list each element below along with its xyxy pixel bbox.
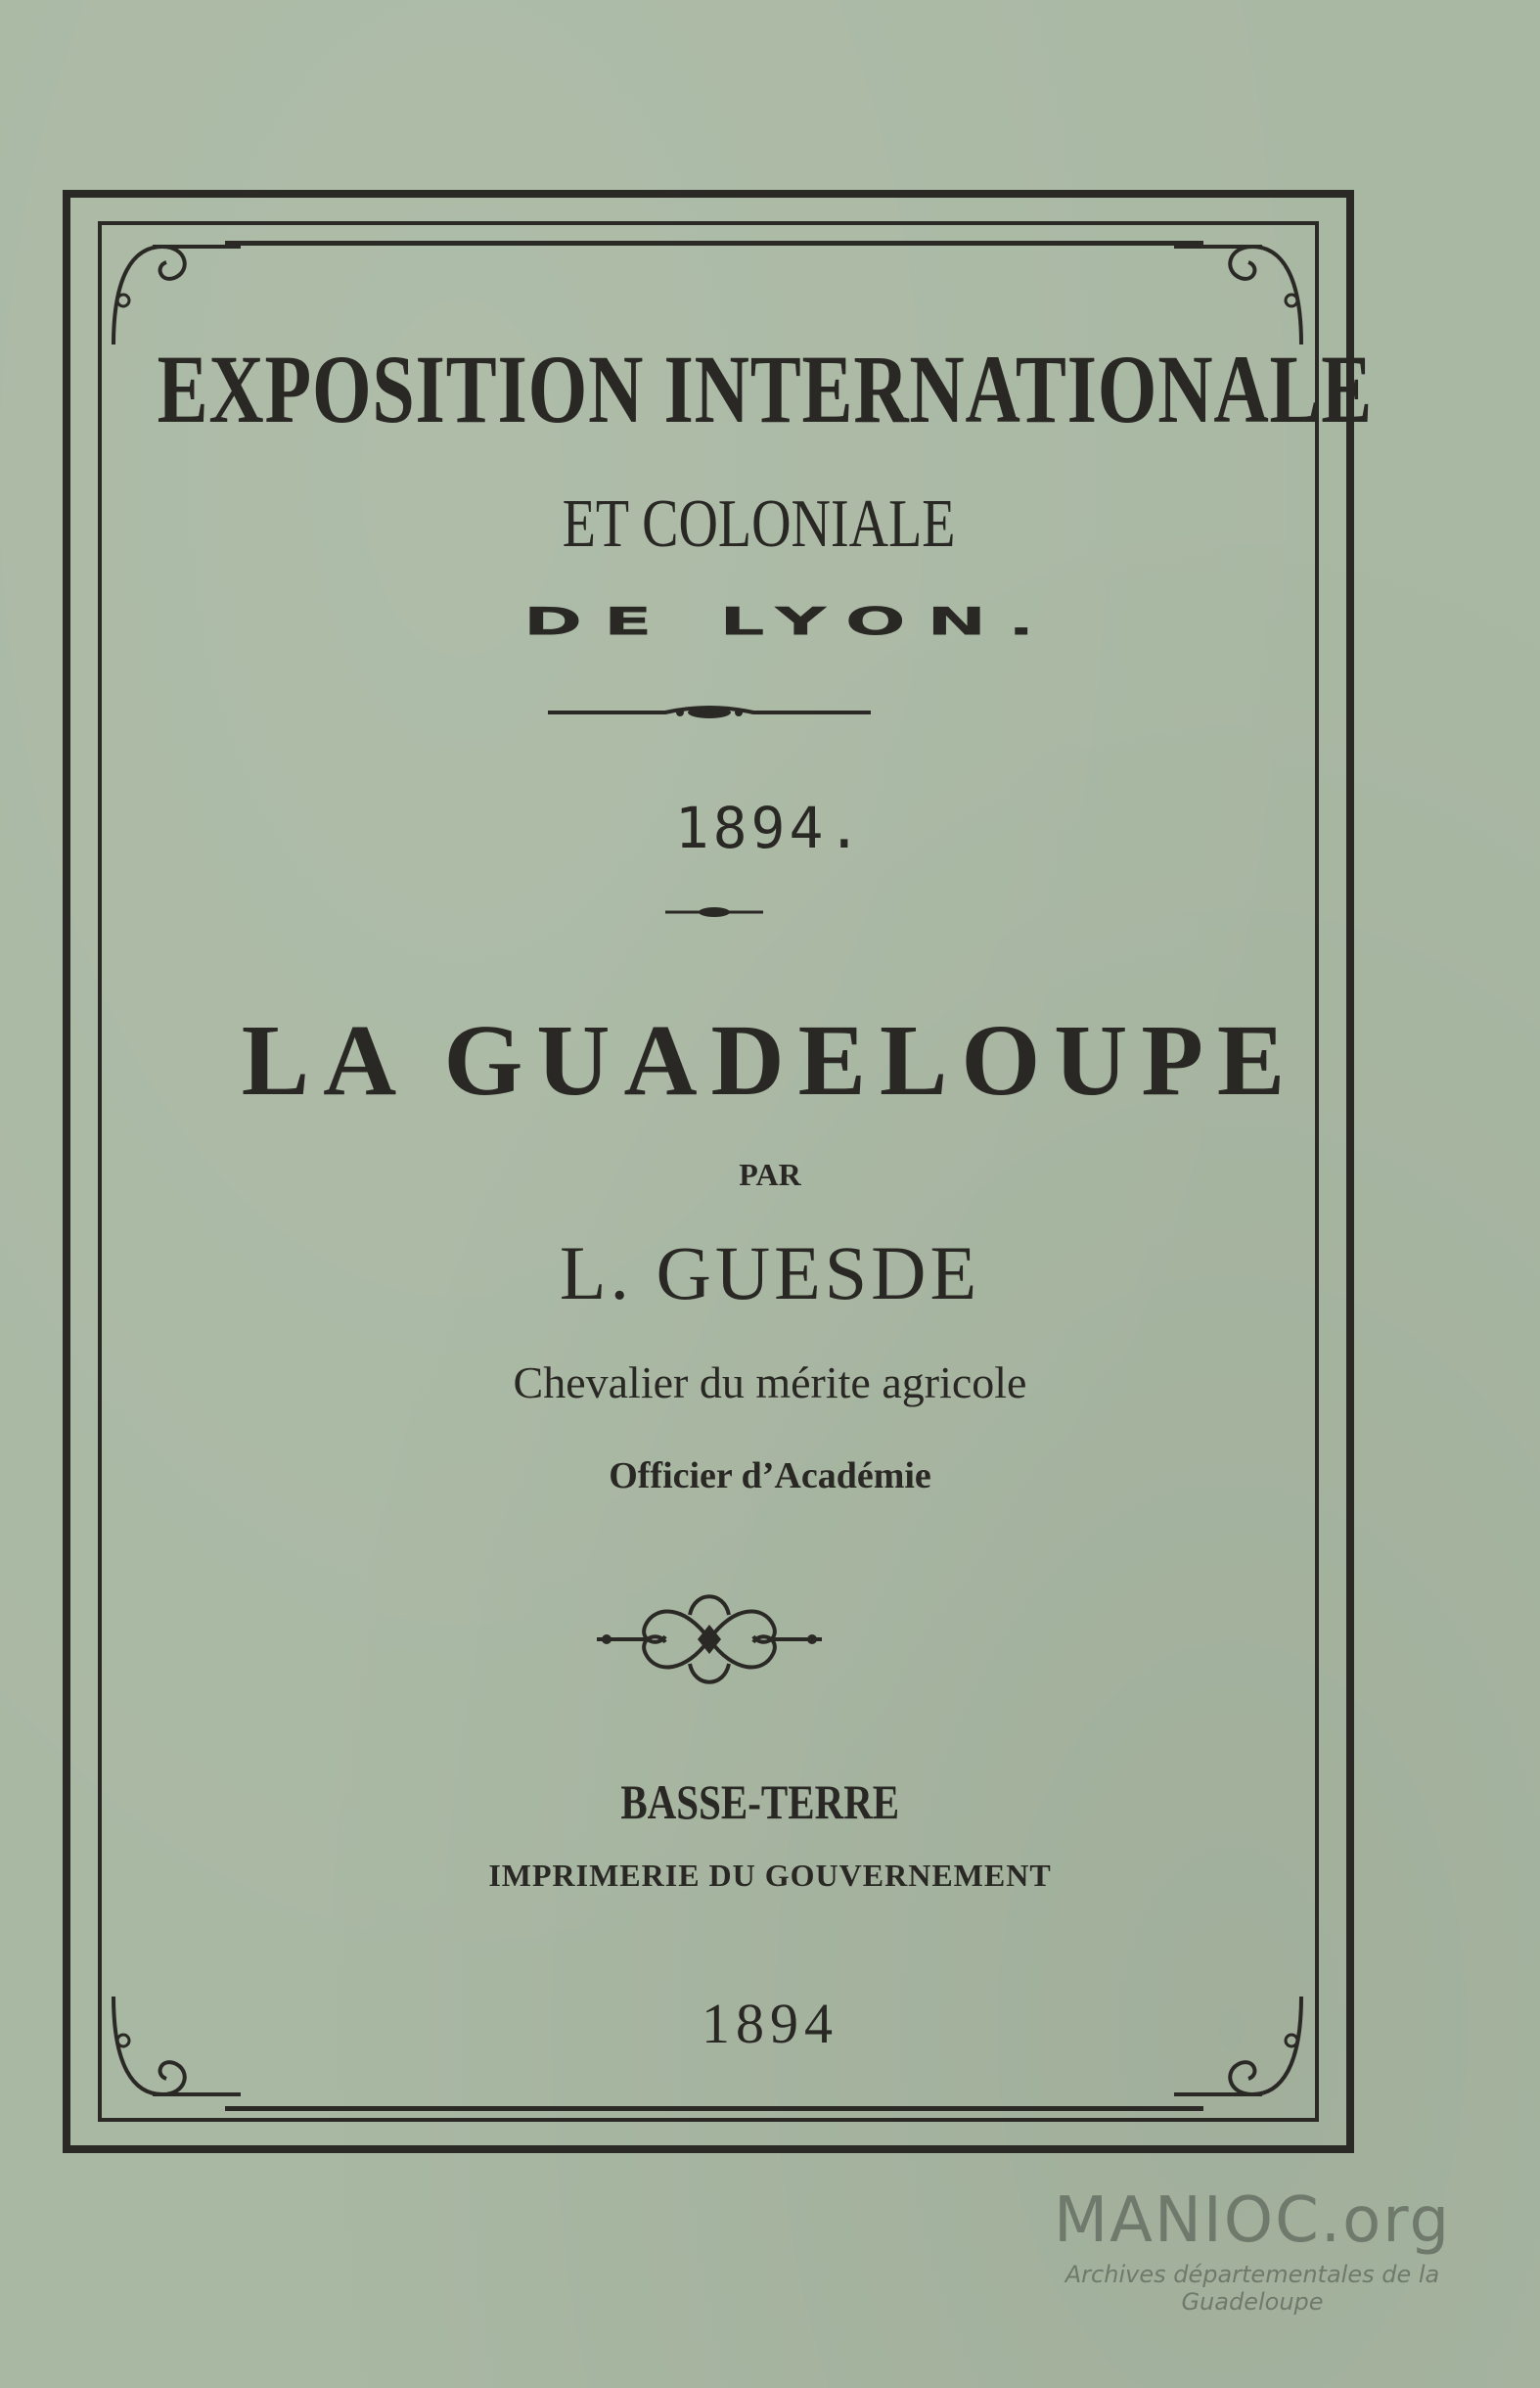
heading-line-3: DE LYON. [522,599,1057,644]
ornamental-divider-1 [548,701,871,724]
city-name: BASSE-TERRE [620,1774,900,1829]
ornamental-divider-2 [665,904,763,920]
printer-name: IMPRIMERIE DU GOUVERNEMENT [488,1858,1052,1893]
main-title: LA GUADELOUPE [241,1004,1299,1117]
author-title-2: Officier d’Académie [609,1455,931,1496]
bottom-inner-rule [225,2106,1203,2111]
manioc-watermark [998,2184,1507,2316]
heading-line-2: ET COLONIALE [562,486,956,562]
author-name: L. GUESDE [559,1230,981,1315]
year-top: 1894. [674,795,866,861]
heading-line-1: EXPOSITION INTERNATIONALE [157,335,1374,443]
author-title-1: Chevalier du mérite agricole [513,1357,1027,1407]
year-bottom: 1894 [702,1992,838,2055]
watermark-logo: MANIOC.org [1053,2184,1452,2257]
by-label: PAR [739,1157,801,1192]
top-inner-rule [225,241,1203,246]
floral-ornament-icon [587,1576,832,1703]
watermark-subtitle: Archives départementales de la Guadeloupe [1064,2261,1440,2316]
